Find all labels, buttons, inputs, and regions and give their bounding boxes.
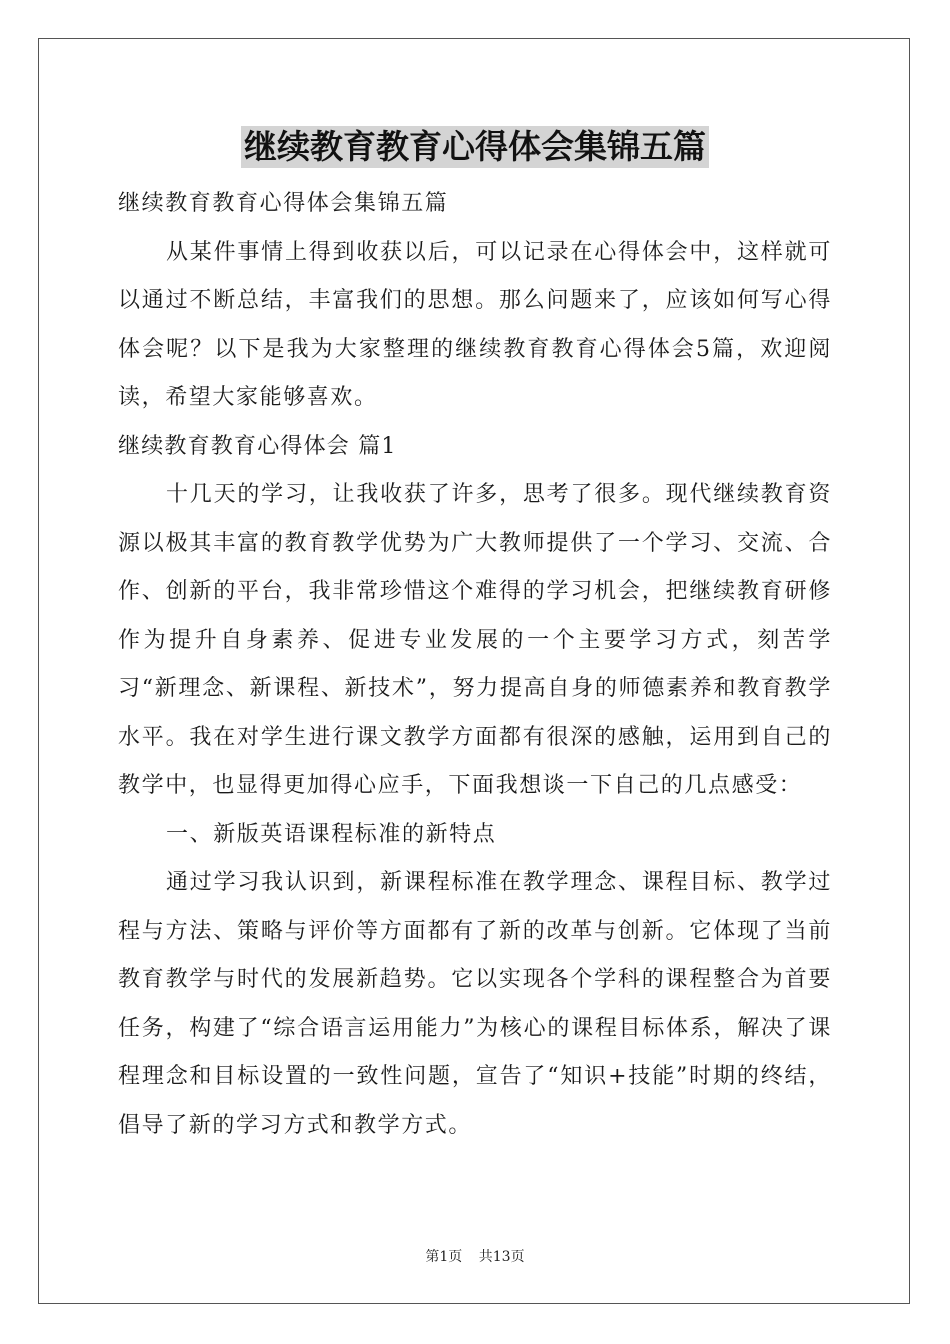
document-body — [118, 180, 832, 1150]
paragraph-subtitle: 继续教育教育心得体会集锦五篇 — [118, 191, 449, 216]
paragraph-intro: 从某件事情上得到收获以后，可以记录在心得体会中，这样就可以通过不断总结，丰富我们的思想。那么问题来了，应该如何写心得体会呢？以下是我为大家整理的继续教育教育心得体会5篇，欢迎阅读，希望大家能够喜欢。 — [118, 239, 832, 410]
paragraph-body-2: 通过学习我认识到，新课程标准在教学理念、课程目标、教学过程与方法、策略与评价等方面都有了新的改革与创新。它体现了当前教育教学与时代的发展新趋势。它以实现各个学科的课程整合为首要任务，构建了“综合语言运用能力”为核心的课程目标体系，解决了课程理念和目标设置的一致性问题，宣告了“知识+技能”时期的终结，倡导了新的学习方式和教学方式。 — [118, 870, 832, 1138]
total-pages-label: 共13页 — [478, 1249, 525, 1265]
paragraph-body-1: 十几天的学习，让我收获了许多，思考了很多。现代继续教育资源以极其丰富的教育教学优势为广大教师提供了一个学习、交流、合作、创新的平台，我非常珍惜这个难得的学习机会，把继续教育研修作为提升自身素养、促进专业发展的一个主要学习方式，刻苦学习“新理念、新课程、新技术”，努力提高自身的师德素养和教育教学水平。我在对学生进行课文教学方面都有很深的感触，运用到自己的教学中，也显得更加得心应手，下面我想谈一下自己的几点感受： — [118, 482, 832, 798]
current-page-label: 第1页 — [425, 1249, 463, 1265]
section-heading-1: 继续教育教育心得体会 篇1 — [118, 433, 397, 459]
page-footer — [0, 1246, 950, 1266]
subsection-heading: 一、新版英语课程标准的新特点 — [166, 821, 497, 847]
document-title: 继续教育教育心得体会集锦五篇 — [241, 126, 709, 168]
title-container — [0, 126, 950, 168]
